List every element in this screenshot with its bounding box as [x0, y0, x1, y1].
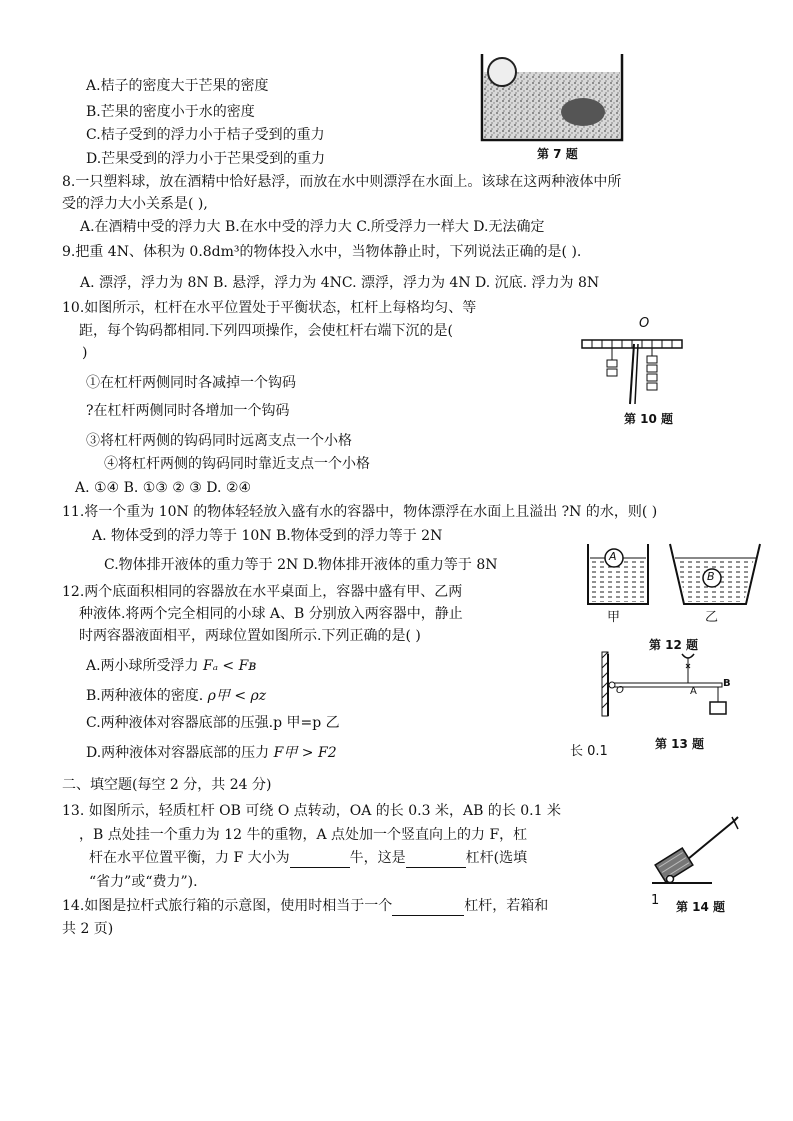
q12-option-c: C.两种液体对容器底部的压强.p 甲=p 乙 [86, 715, 340, 731]
q10-caption: 第 10 题 [624, 412, 674, 426]
q10-stem-line3: ) [82, 345, 88, 361]
q8-options: A.在酒精中受的浮力大 B.在水中受的浮力大 C.所受浮力一样大 D.无法确定 [80, 219, 545, 235]
q10-lever-figure [578, 326, 688, 406]
q12-label-jia: 甲 [607, 610, 621, 625]
q10-item-2: ?在杠杆两侧同时各增加一个钩码 [86, 403, 290, 419]
q14-line1-part2: 杠杆，若箱和 [464, 898, 549, 914]
q10-stem-line1: 10.如图所示，杠杆在水平位置处于平衡状态，杠杆上每格均匀、等 [62, 300, 477, 316]
q13-stem-line1: 13. 如图所示，轻质杠杆 OB 可绕 O 点转动，OA 的长 0.3 米，AB 的长 0.1 米 [62, 803, 561, 819]
q13-label-o: O [616, 685, 624, 696]
q12-option-d-text: D.两种液体对容器底部的压力 [86, 745, 274, 761]
q11-options-cd: C.物体排开液体的重力等于 2N D.物体排开液体的重力等于 8N [104, 557, 498, 573]
q13-side-label: 长 0.1 [570, 744, 608, 759]
q8-stem-line2: 受的浮力大小关系是( ), [62, 196, 208, 212]
q12-label-yi: 乙 [705, 610, 719, 625]
q12-stem-line3: 时两容器液面相平，两球位置如图所示.下列正确的是( ) [79, 628, 421, 644]
q11-options-ab: A. 物体受到的浮力等于 10N B.物体受到的浮力等于 2N [92, 528, 443, 544]
q7-option-c: C.桔子受到的浮力小于桔子受到的重力 [86, 127, 325, 143]
q10-item-4: ④将杠杆两侧的钩码同时靠近支点一个小格 [104, 456, 370, 472]
q9-options: A. 漂浮，浮力为 8N B. 悬浮，浮力为 4NC. 漂浮，浮力为 4N D. 沉底. 浮力为 8N [80, 275, 600, 291]
q13-line3-part1: 杆在水平位置平衡，力 F 大小为 [89, 850, 290, 866]
q12-ball-b-label: B [707, 570, 715, 583]
q10-options: A. ①④ B. ①③ ② ③ D. ②④ [75, 480, 252, 496]
q12-option-a [86, 657, 256, 675]
q12-option-b [86, 687, 266, 705]
q13-stem-line2: ，B 点处挂一个重力为 12 牛的重物，A 点处加一个竖直向上的力 F，杠 [79, 827, 528, 843]
q13-caption: 第 13 题 [655, 737, 705, 751]
q14-blank-lever-type[interactable] [392, 897, 464, 916]
q12-caption: 第 12 题 [649, 638, 699, 652]
q12-stem-line2: 种液体.将两个完全相同的小球 A、B 分别放入两容器中，静止 [79, 606, 463, 622]
q12-option-b-text: B.两种液体的密度. [86, 688, 208, 704]
q14-suitcase-figure [648, 815, 744, 887]
q13-blank-force[interactable] [290, 849, 350, 868]
q14-caption: 第 14 题 [676, 900, 726, 914]
q13-stem-line3 [89, 849, 527, 868]
q9-stem: 9.把重 4N、体积为 0.8dm³的物体投入水中，当物体静止时，下列说法正确的是( ). [62, 244, 582, 260]
q14-stem-line2: 共 2 页) [62, 921, 114, 937]
q14-line1-part1: 14.如图是拉杆式旅行箱的示意图，使用时相当于一个 [62, 898, 393, 914]
q7-caption: 第 7 题 [537, 147, 578, 161]
q12-option-b-math: ρ甲 < ρz [207, 688, 267, 704]
q10-pivot-label: O [639, 316, 650, 331]
q13-blank-lever-type[interactable] [406, 849, 466, 868]
q10-item-1: ①在杠杆两侧同时各减掉一个钩码 [86, 375, 296, 391]
q10-stem-line2: 距，每个钩码都相同.下列四项操作，会使杠杆右端下沉的是( [79, 323, 453, 339]
q10-item-3: ③将杠杆两侧的钩码同时远离支点一个小格 [86, 433, 352, 449]
section2-heading: 二、填空题(每空 2 分，共 24 分) [62, 777, 272, 793]
q12-option-d [86, 744, 337, 762]
q12-option-a-math: Fₐ < Fʙ [203, 658, 257, 674]
q8-stem-line1: 8.一只塑料球，放在酒精中恰好悬浮，而放在水中则漂浮在水面上。该球在这两种液体中所 [62, 174, 622, 190]
q13-line3-part3: 杠杆(选填 [465, 850, 528, 866]
q14-stem-line1 [62, 897, 548, 916]
q13-line3-part2: 牛，这是 [349, 850, 406, 866]
q7-figure [478, 52, 628, 142]
q13-stem-line4: “省力”或“费力”). [89, 874, 198, 890]
q13-label-b: B [723, 678, 731, 689]
q12-stem-line1: 12.两个底面积相同的容器放在水平桌面上，容器中盛有甲、乙两 [62, 584, 463, 600]
q12-option-d-math: F甲 > F2 [273, 745, 337, 761]
q7-option-d: D.芒果受到的浮力小于芒果受到的重力 [86, 151, 326, 167]
q11-stem: 11.将一个重为 10N 的物体轻轻放入盛有水的容器中，物体漂浮在水面上且溢出 ?N 的水，则( ) [62, 504, 658, 520]
q7-option-b: B.芒果的密度小于水的密度 [86, 104, 255, 120]
q7-option-a: A.桔子的密度大于芒果的密度 [86, 78, 269, 94]
q14-mark: 1 [651, 893, 660, 908]
q12-ball-a-label: A [609, 550, 617, 563]
q12-option-a-text: A.两小球所受浮力 [86, 658, 204, 674]
q13-label-a: A [690, 686, 697, 697]
